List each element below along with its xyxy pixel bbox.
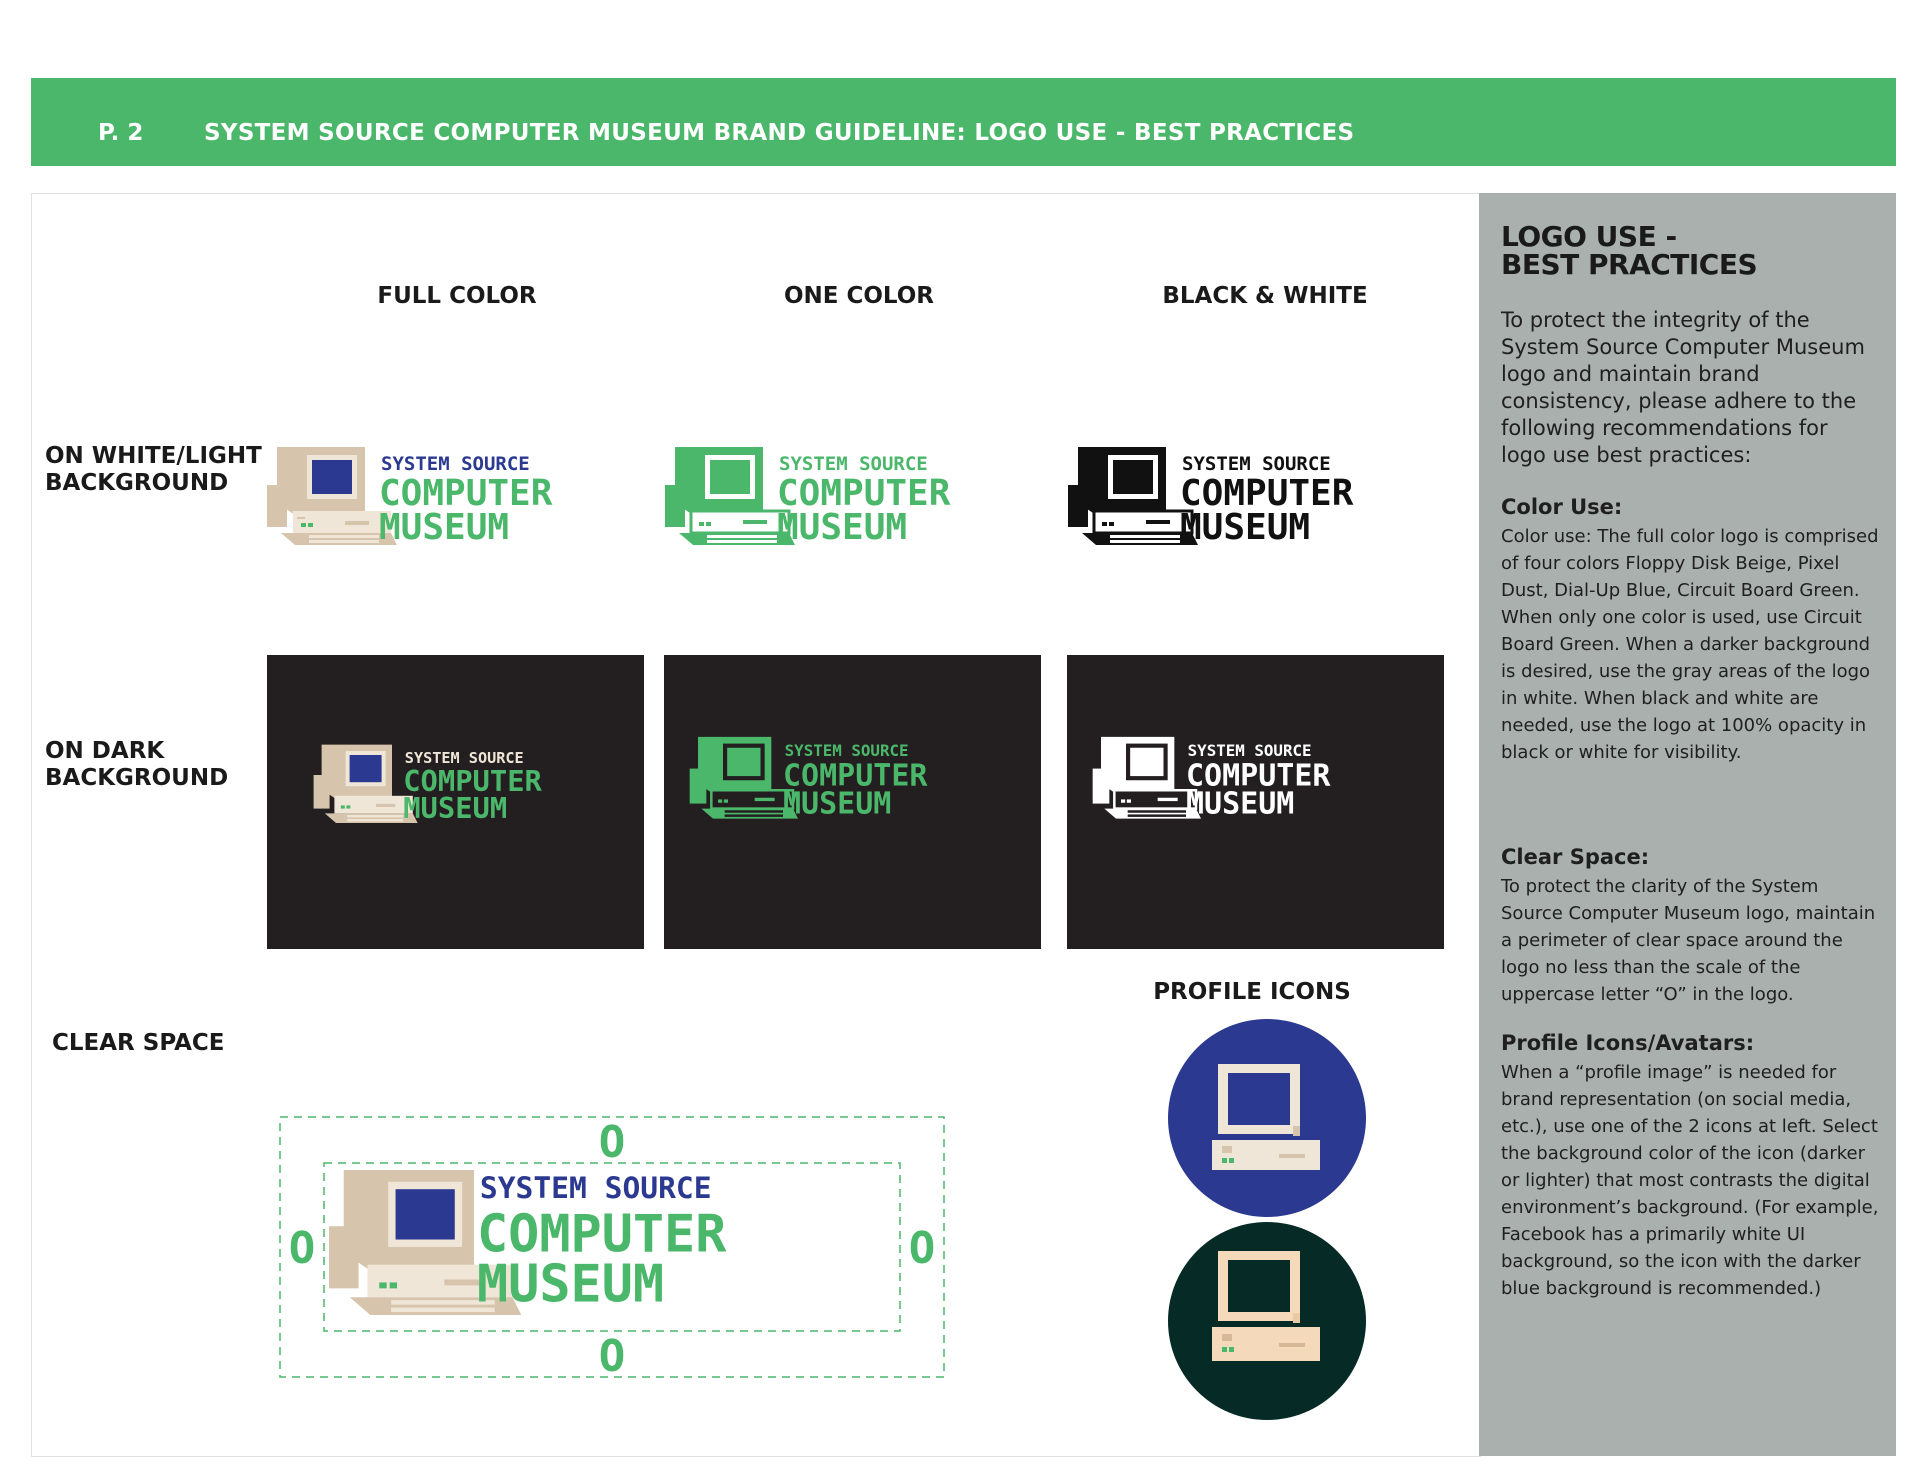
logo-line3: MUSEUM <box>403 791 508 826</box>
column-heading-black-white: BLACK & WHITE <box>1162 283 1368 309</box>
logo-line3: MUSEUM <box>379 507 510 548</box>
logo-line1: SYSTEM SOURCE <box>1187 741 1312 761</box>
logo-line3: MUSEUM <box>1186 786 1295 822</box>
page-number: P. 2 <box>98 120 144 146</box>
profile-icons-heading: PROFILE ICONS <box>1153 979 1351 1005</box>
avatar-blue <box>1167 1018 1367 1222</box>
logo-line1: SYSTEM SOURCE <box>404 749 524 767</box>
logo-line3: MUSEUM <box>1180 507 1311 548</box>
computer-icon <box>1068 447 1198 545</box>
computer-icon <box>690 737 798 819</box>
clear-space-body: To protect the clarity of the System Source Computer Museum logo, maintain a perimeter of clear space around the logo no less than the scale of the uppercase letter “O” in the logo. <box>1501 876 1876 1005</box>
logo-line1: SYSTEM SOURCE <box>779 453 928 475</box>
clear-space-heading: Clear Space: <box>1501 845 1650 869</box>
dark-panel-one-color <box>664 655 1041 949</box>
logo-line2: COMPUTER <box>403 764 542 798</box>
column-heading-full-color: FULL COLOR <box>377 283 537 309</box>
computer-icon <box>1093 737 1201 819</box>
color-use-body: Color use: The full color logo is comprised of four colors Floppy Disk Beige, Pixel Dust, Dial-Up Blue, Circuit Board Green. When only one color is used, use Circuit Board Green. When a darker background is desired, use the gray areas of the logo in white. When black and white are needed, use the logo at 100% opacity in black or white for visibility. <box>1501 526 1879 763</box>
logo-line1: SYSTEM SOURCE <box>784 741 909 761</box>
avatar-dark <box>1167 1221 1367 1425</box>
sidebar-intro: To protect the integrity of the System Source Computer Museum logo and maintain brand consistency, please adhere to the following recommendations for logo use best practices: <box>1501 308 1865 467</box>
logo-black-white-light <box>1066 445 1426 550</box>
computer-icon <box>314 745 418 823</box>
logo-one-color-dark <box>688 735 988 823</box>
logo-one-color-light <box>663 445 1023 550</box>
logo-line2: COMPUTER <box>777 473 951 514</box>
row-heading-dark-line1: ON DARK <box>45 738 165 764</box>
row-heading-dark <box>45 738 228 792</box>
dark-panel-black-white <box>1067 655 1444 949</box>
logo-full-color-dark <box>311 743 601 827</box>
clear-space-marker-bottom: O <box>598 1331 626 1381</box>
computer-icon <box>665 447 795 545</box>
best-practices-sidebar <box>1479 193 1896 1456</box>
dark-panel-full-color <box>267 655 644 949</box>
logo-line2: COMPUTER <box>379 473 553 514</box>
color-use-heading: Color Use: <box>1501 495 1623 519</box>
logo-line2: COMPUTER <box>1186 758 1331 794</box>
logo-line2: COMPUTER <box>1180 473 1354 514</box>
computer-icon <box>267 447 397 545</box>
header-bar <box>31 78 1896 166</box>
column-heading-one-color: ONE COLOR <box>783 283 935 309</box>
clear-space-marker-top: O <box>598 1117 626 1168</box>
profile-icons-body: When a “profile image” is needed for brand representation (on social media, etc.), use one of the 2 icons at left. Select the background color of the icon (darker or lighter) that most contrasts the digital environment’s background. (For example, Facebook has a primarily white UI background, so the icon with the darker blue background is recommended.) <box>1501 1062 1879 1299</box>
profile-icons-heading-sidebar: Profile Icons/Avatars: <box>1501 1031 1755 1055</box>
logo-line2: COMPUTER <box>476 1204 727 1265</box>
row-heading-clear-space: CLEAR SPACE <box>52 1030 225 1056</box>
logo-line1: SYSTEM SOURCE <box>1182 453 1331 475</box>
sidebar-heading <box>1501 220 1861 281</box>
clear-space-marker-right: O <box>908 1223 936 1274</box>
sidebar-heading-line1: LOGO USE - <box>1501 220 1677 253</box>
logo-line3: MUSEUM <box>777 507 908 548</box>
logo-line3: MUSEUM <box>476 1254 665 1315</box>
logo-white-dark <box>1091 735 1391 823</box>
clear-space-diagram <box>278 1115 948 1385</box>
logo-full-color-clear-space <box>329 1170 727 1315</box>
row-heading-light-line1: ON WHITE/LIGHT <box>45 443 262 469</box>
logo-full-color-light <box>265 445 625 550</box>
row-heading-light <box>45 443 262 497</box>
logo-line2: COMPUTER <box>783 758 928 794</box>
row-heading-light-line2: BACKGROUND <box>45 470 229 496</box>
sidebar-heading-line2: BEST PRACTICES <box>1501 248 1758 281</box>
logo-line1: SYSTEM SOURCE <box>479 1171 712 1206</box>
clear-space-marker-left: O <box>288 1223 316 1274</box>
page-title: SYSTEM SOURCE COMPUTER MUSEUM BRAND GUIDELINE: LOGO USE - BEST PRACTICES <box>204 120 1355 146</box>
logo-line3: MUSEUM <box>783 786 892 822</box>
row-heading-dark-line2: BACKGROUND <box>45 765 229 791</box>
logo-line1: SYSTEM SOURCE <box>381 453 530 475</box>
